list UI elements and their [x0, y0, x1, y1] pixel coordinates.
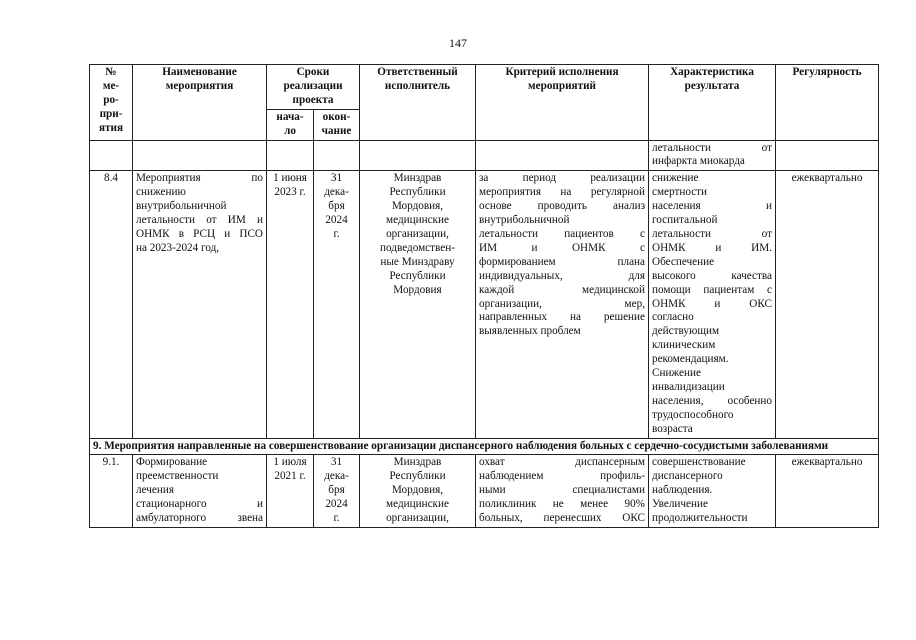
cell-line: охват диспансерным [479, 456, 645, 469]
cell-line: мероприятия [165, 79, 234, 92]
header-end [314, 109, 360, 140]
cell-line: 2023 г. [274, 186, 306, 199]
cell-line: Ответственный [377, 66, 458, 78]
cell-line: Сроки [296, 66, 330, 78]
cell-line: совершенствование [652, 456, 746, 469]
cell-line: Республики [389, 186, 446, 199]
cell-line: ло [284, 124, 296, 137]
cell-line: Снижение [652, 367, 701, 380]
header-start [267, 109, 314, 140]
cell-line: стационарного и [136, 498, 263, 511]
cell-line: ОНМК в РСЦ и ПСО [136, 227, 263, 240]
cell-line: на 2023-2024 год, [136, 241, 220, 254]
cell-line: снижение [652, 172, 699, 185]
carry-criterion [476, 140, 649, 171]
cell-line: медицинские [386, 498, 449, 511]
row-8-4-criterion [476, 171, 649, 438]
row-9-1-name [133, 455, 267, 528]
cell-line: Формирование [136, 456, 208, 469]
cell-line: Увеличение [652, 498, 708, 511]
cell-line: инфаркта миокарда [652, 155, 745, 168]
header-name [133, 65, 267, 141]
row-8-4-num: 8.4 [90, 171, 133, 438]
cell-line: помощи пациентам с [652, 283, 772, 296]
cell-line: возраста [652, 422, 693, 435]
table-row-carry [90, 140, 879, 171]
cell-line: госпитальной [652, 214, 718, 227]
cell-line: ятия [98, 121, 124, 134]
cell-line: Республики [389, 470, 446, 483]
cell-line: 2024 [325, 498, 348, 511]
row-9-1-num: 9.1. [90, 455, 133, 528]
cell-line: 31 [330, 456, 343, 469]
cell-line: формированием плана [479, 255, 645, 268]
cell-line: дека- [324, 186, 349, 199]
cell-line: Минздрав [393, 456, 442, 469]
cell-line: преемственности [136, 470, 219, 483]
cell-line: результата [684, 79, 740, 92]
row-9-1-start [267, 455, 314, 528]
cell-line: основе проводить анализ [479, 200, 645, 213]
cell-line: инвалидизации [652, 380, 725, 393]
cell-line: Мордовия, [391, 484, 444, 497]
cell-line: каждой медицинской [479, 283, 645, 296]
cell-line: ро- [103, 93, 119, 106]
cell-line: ОНМК и ИМ. [652, 241, 772, 254]
cell-line: Мордовия [393, 283, 442, 296]
section-9-title: 9. Мероприятия направленные на совершенствование организации диспансерного наблюдения больных с сердечно-сосудистыми заболеваниями [90, 438, 879, 455]
row-8-4-regularity: ежеквартально [776, 171, 879, 438]
cell-line: амбулаторного звена [136, 512, 263, 525]
cell-line: летальности от ИМ и [136, 214, 263, 227]
cell-line: поликлиник не менее 90% [479, 498, 645, 511]
cell-line: 1 июля [273, 456, 307, 469]
cell-line: лечения [136, 484, 174, 497]
row-9-1-responsible [360, 455, 476, 528]
table-row-8-4 [90, 171, 879, 438]
row-9-1-regularity: ежеквартально [776, 455, 879, 528]
cell-line: 2024 [325, 214, 348, 227]
cell-line: трудоспособного [652, 408, 734, 421]
carry-name [133, 140, 267, 171]
cell-line: Республики [389, 269, 446, 282]
row-8-4-responsible [360, 171, 476, 438]
cell-line: продолжительности [652, 512, 748, 525]
row-9-1-result [649, 455, 776, 528]
cell-line: летальности пациентов с [479, 227, 645, 240]
carry-num [90, 140, 133, 171]
cell-line: организации, [386, 227, 449, 240]
page-number: 147 [449, 36, 467, 50]
measures-table [89, 64, 879, 528]
cell-line: ОНМК и ОКС [652, 297, 772, 310]
row-9-1-criterion [476, 455, 649, 528]
cell-line: Критерий исполнения [505, 66, 619, 78]
cell-line: № [105, 66, 117, 78]
cell-line: клиническим [652, 339, 716, 352]
cell-line: согласно [652, 311, 694, 324]
cell-line: снижению [136, 186, 186, 199]
cell-line: населения и [652, 200, 772, 213]
cell-line: смертности [652, 186, 708, 199]
carry-responsible [360, 140, 476, 171]
cell-line: индивидуальных, для [479, 269, 645, 282]
header-result [649, 65, 776, 141]
cell-line: Мероприятия по [136, 172, 263, 185]
cell-line: нача- [276, 110, 304, 123]
cell-line: исполнитель [384, 79, 451, 92]
cell-line: Характеристика [670, 66, 754, 78]
cell-line: мероприятия на регулярной [479, 186, 645, 199]
cell-line: 1 июня [273, 172, 307, 185]
carry-result [649, 140, 776, 171]
header-criterion [476, 65, 649, 141]
cell-line: Наименование [162, 66, 237, 78]
cell-line: г. [333, 512, 340, 525]
cell-line: рекомендациям. [652, 353, 729, 366]
carry-start [267, 140, 314, 171]
cell-line: мероприятий [528, 79, 596, 92]
cell-line: организации, [386, 512, 449, 525]
cell-line: 31 [330, 172, 343, 185]
cell-line: ными специалистами [479, 484, 645, 497]
header-num [90, 65, 133, 141]
cell-line: ме- [102, 79, 120, 92]
table-row-9-1 [90, 455, 879, 528]
cell-line: за период реализации [479, 172, 645, 185]
header-terms [267, 65, 360, 110]
cell-line: Мордовия, [391, 200, 444, 213]
cell-line: г. [333, 227, 340, 240]
cell-line: диспансерного [652, 470, 723, 483]
cell-line: подведомствен- [380, 241, 455, 254]
cell-line: бря [328, 200, 345, 213]
cell-line: при- [99, 107, 123, 120]
carry-regularity [776, 140, 879, 171]
cell-line: проекта [292, 93, 334, 106]
cell-line: организации, мер, [479, 297, 645, 310]
cell-line: действующим [652, 325, 720, 338]
cell-line: окон- [322, 110, 351, 123]
cell-line: бря [328, 484, 345, 497]
cell-line: внутрибольничной [479, 214, 570, 227]
cell-line: 2021 г. [274, 470, 306, 483]
cell-line: Минздрав [393, 172, 442, 185]
cell-line: дека- [324, 470, 349, 483]
cell-line: летальности от [652, 227, 772, 240]
cell-line: медицинские [386, 214, 449, 227]
row-8-4-start [267, 171, 314, 438]
cell-line: направленных на решение [479, 311, 645, 324]
cell-line: ИМ и ОНМК с [479, 241, 645, 254]
row-8-4-name [133, 171, 267, 438]
cell-line: больных, перенесших ОКС [479, 512, 645, 525]
row-8-4-result [649, 171, 776, 438]
carry-end [314, 140, 360, 171]
header-responsible [360, 65, 476, 141]
cell-line: наблюдения. [652, 484, 713, 497]
cell-line: реализации [283, 79, 343, 92]
header-row-1 [90, 65, 879, 110]
cell-line: населения, особенно [652, 394, 772, 407]
row-9-1-end [314, 455, 360, 528]
row-8-4-end [314, 171, 360, 438]
cell-line: выявленных проблем [479, 325, 581, 338]
cell-line: летальности от [652, 141, 772, 154]
cell-line: высокого качества [652, 269, 772, 282]
cell-line: Обеспечение [652, 255, 715, 268]
section-9-row [90, 438, 879, 455]
cell-line: чание [321, 124, 352, 137]
cell-line: ные Минздраву [380, 255, 455, 268]
cell-line: наблюдением профиль- [479, 470, 645, 483]
header-regularity: Регулярность [776, 65, 879, 141]
cell-line: внутрибольничной [136, 200, 227, 213]
